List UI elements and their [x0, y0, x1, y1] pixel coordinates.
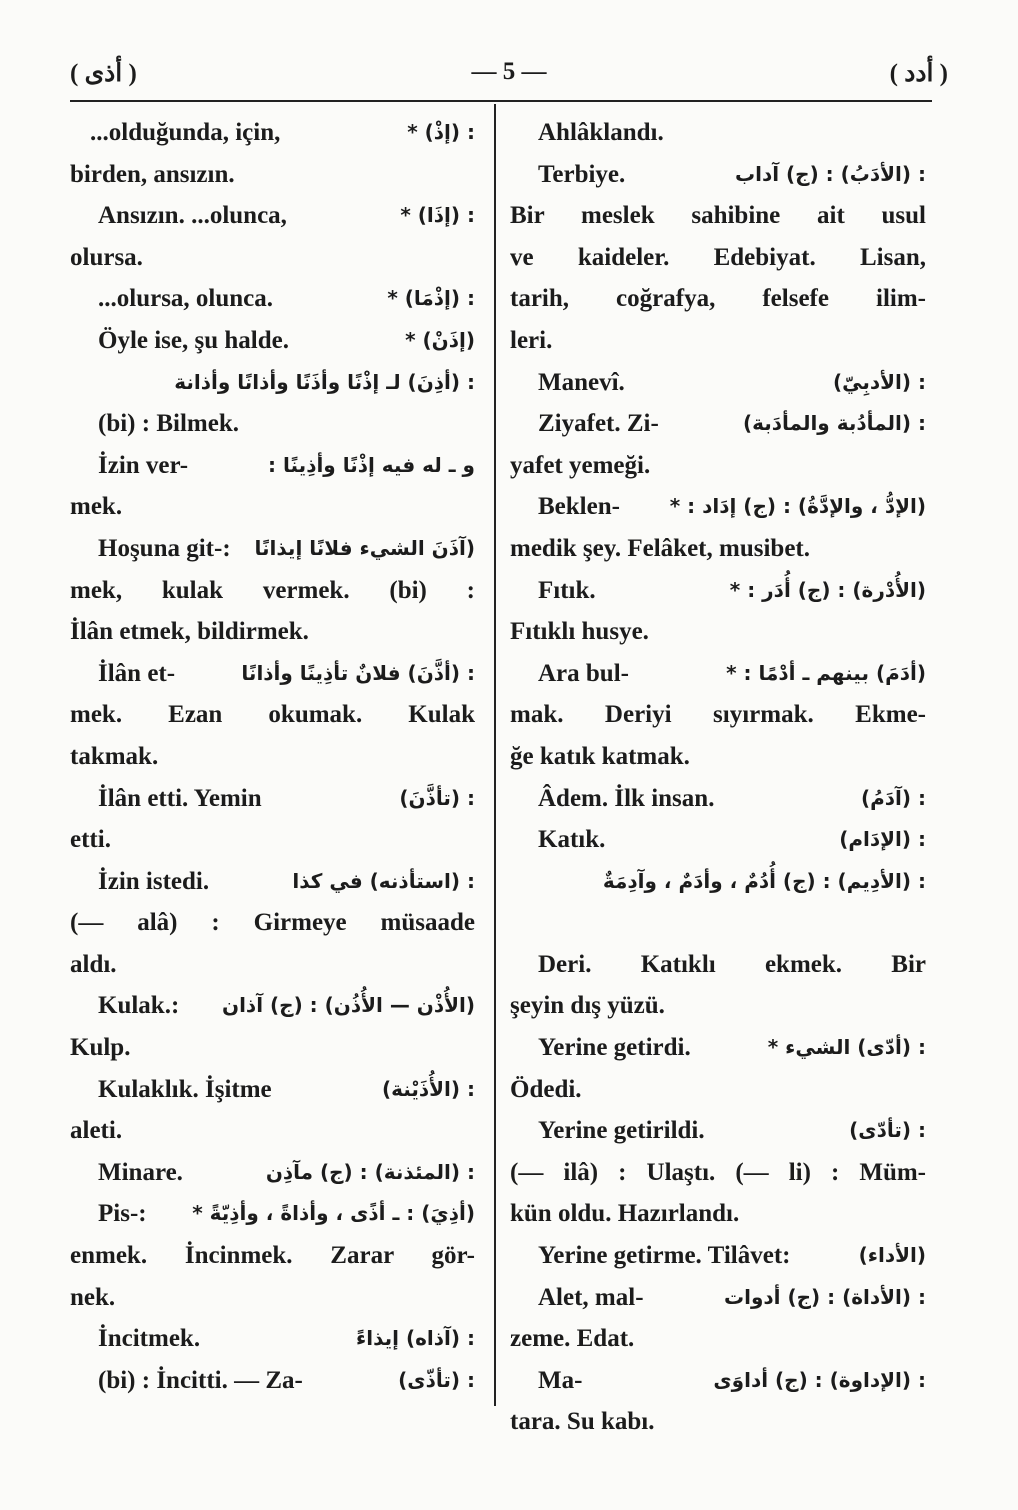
arabic-headword: : (تأذَّنَ) — [399, 785, 475, 810]
turkish-text: tarih, coğrafya, felsefe ilim- — [510, 285, 926, 313]
dictionary-line — [70, 278, 475, 320]
arabic-headword: : (آذاه) إيذاءً — [356, 1326, 475, 1351]
dictionary-line — [70, 486, 475, 528]
turkish-text: Kulp. — [70, 1034, 131, 1062]
arabic-headword: : (الأدبِيّ) — [833, 369, 926, 394]
header-left-keyword: ( أذى ) — [70, 60, 137, 87]
dictionary-line — [510, 985, 926, 1027]
turkish-text: Âdem. İlk insan. — [538, 784, 715, 812]
arabic-headword: : (تأذّى) — [398, 1367, 475, 1392]
dictionary-line — [70, 1152, 475, 1194]
dictionary-line — [510, 1318, 926, 1360]
dictionary-line — [510, 778, 926, 820]
turkish-text: Ahlâklandı. — [538, 119, 664, 146]
dictionary-line — [510, 1152, 926, 1194]
turkish-text: (— ilâ) : Ulaştı. (— li) : Müm- — [510, 1158, 926, 1186]
turkish-text: Ma- — [538, 1366, 583, 1394]
arabic-headword: : (الأداة) : (ج) أدوات — [723, 1284, 926, 1309]
turkish-text: Minare. — [98, 1158, 183, 1186]
dictionary-line — [510, 320, 926, 362]
right-column — [510, 112, 926, 1443]
arabic-headword: : (آدَمُ) — [860, 785, 926, 810]
turkish-text: Öyle ise, şu halde. — [98, 326, 289, 354]
turkish-text: Ödedi. — [510, 1075, 582, 1103]
turkish-text: ğe katık katmak. — [510, 742, 690, 770]
arabic-headword: و ـ له فيه إذْنًا وأذِينًا : — [268, 452, 475, 477]
arabic-headword: (أدَمَ) بينهم ـ أدْمًا : * — [726, 660, 926, 685]
arabic-headword: : (تأدّى) — [849, 1118, 926, 1143]
dictionary-line — [70, 445, 475, 487]
turkish-text: mek. — [70, 493, 123, 521]
header-right-keyword: ( أدد ) — [889, 60, 948, 87]
arabic-headword: : (الأدِيم) : (ج) أُدُمٌ ، وأدَمٌ ، وآدِمَةٌ — [602, 868, 926, 893]
dictionary-line — [510, 1027, 926, 1069]
dictionary-line — [70, 653, 475, 695]
dictionary-line — [510, 1277, 926, 1319]
dictionary-line — [70, 1318, 475, 1360]
dictionary-line — [510, 1110, 926, 1152]
turkish-text: İlân etmek, bildirmek. — [70, 618, 309, 646]
dictionary-line — [510, 944, 926, 986]
turkish-text: Kulaklık. İşitme — [98, 1075, 272, 1103]
turkish-text: İlân etti. Yemin — [98, 784, 262, 812]
turkish-text: tara. Su kabı. — [510, 1408, 655, 1436]
dictionary-line — [70, 112, 475, 154]
turkish-text: aldı. — [70, 950, 117, 978]
turkish-text: ve kaideler. Edebiyat. Lisan, — [510, 243, 926, 271]
arabic-headword: : (الأُذَيْنة) — [381, 1076, 475, 1101]
turkish-text: (bi) : Bilmek. — [98, 410, 239, 438]
dictionary-line — [70, 403, 475, 445]
dictionary-line — [510, 611, 926, 653]
arabic-headword: : (المئذنة) : (ج) مآذِن — [265, 1159, 475, 1184]
dictionary-line — [70, 528, 475, 570]
arabic-headword: (الأُذْن — الأُذُن) : (ج) آذان — [222, 993, 475, 1018]
column-divider — [494, 104, 496, 1406]
dictionary-line — [70, 611, 475, 653]
dictionary-line — [70, 861, 475, 903]
turkish-text: Beklen- — [538, 493, 620, 521]
turkish-text: İzin istedi. — [98, 867, 210, 895]
dictionary-line — [510, 154, 926, 196]
turkish-text: enmek. İncinmek. Zarar gör- — [70, 1242, 475, 1270]
dictionary-line — [70, 1027, 475, 1069]
turkish-text: mak. Deriyi sıyırmak. Ekme- — [510, 701, 926, 729]
dictionary-line — [70, 237, 475, 279]
dictionary-line — [70, 1360, 475, 1402]
left-column — [70, 112, 475, 1401]
page-number: — 5 — — [471, 58, 547, 85]
dictionary-line — [70, 819, 475, 861]
dictionary-line — [70, 944, 475, 986]
dictionary-line — [510, 1069, 926, 1111]
arabic-headword: (الأداء) — [858, 1243, 926, 1268]
turkish-text: Hoşuna git-: — [98, 534, 231, 562]
dictionary-line — [510, 1193, 926, 1235]
turkish-text: birden, ansızın. — [70, 160, 235, 188]
turkish-text: Ansızın. ...olunca, — [98, 202, 287, 230]
arabic-headword: : (إذْ) * — [407, 120, 475, 144]
turkish-text: Alet, mal- — [538, 1283, 644, 1311]
dictionary-line — [70, 694, 475, 736]
dictionary-line — [510, 362, 926, 404]
dictionary-line — [510, 570, 926, 612]
dictionary-line — [70, 1069, 475, 1111]
turkish-text: İncitmek. — [98, 1325, 201, 1353]
turkish-text: olursa. — [70, 243, 143, 271]
dictionary-line — [70, 195, 475, 237]
turkish-text: etti. — [70, 826, 111, 854]
arabic-headword: : (الإداوة) : (ج) أداوَى — [713, 1367, 926, 1392]
turkish-text: İlân et- — [98, 659, 176, 687]
arabic-headword: : (الإدَام) — [839, 827, 926, 852]
arabic-headword: : (إذْمَا) * — [387, 286, 475, 311]
dictionary-line — [510, 445, 926, 487]
dictionary-line — [70, 1110, 475, 1152]
turkish-text: yafet yemeği. — [510, 451, 651, 479]
arabic-headword: (آذَنَ الشيء فلانًا إيذانًا — [254, 535, 475, 560]
turkish-text: Yerine getirildi. — [538, 1117, 705, 1145]
page-header — [0, 58, 1018, 98]
header-rule — [70, 100, 932, 102]
arabic-headword: : (المأدُبة والمأدَبة) — [742, 411, 926, 436]
dictionary-line — [510, 112, 926, 154]
arabic-headword: : (إذَا) * — [400, 203, 475, 228]
turkish-text: Bir meslek sahibine ait usul — [510, 202, 926, 230]
turkish-text: Ziyafet. Zi- — [538, 410, 659, 438]
turkish-text: nek. — [70, 1283, 116, 1311]
turkish-text: (— alâ) : Girmeye müsaade — [70, 909, 475, 937]
dictionary-line — [510, 278, 926, 320]
turkish-text: aleti. — [70, 1117, 123, 1145]
arabic-headword: : (استأذنه) في كذا — [292, 868, 475, 893]
dictionary-line — [510, 653, 926, 695]
dictionary-line — [510, 237, 926, 279]
turkish-text: zeme. Edat. — [510, 1325, 635, 1353]
turkish-text: Fıtık. — [538, 576, 596, 604]
arabic-headword: (إذَنْ) * — [405, 327, 475, 352]
dictionary-line — [70, 320, 475, 362]
turkish-text: Kulak.: — [98, 992, 180, 1020]
turkish-text: kün oldu. Hazırlandı. — [510, 1200, 740, 1228]
arabic-headword: (الإدُّ ، والإدَّةُ) : (ج) إدَاد : * — [669, 494, 926, 519]
dictionary-line — [510, 861, 926, 903]
dictionary-line — [70, 362, 475, 404]
dictionary-line — [70, 985, 475, 1027]
dictionary-line — [70, 154, 475, 196]
turkish-text: Pis-: — [98, 1200, 147, 1228]
turkish-text: Deri. Katıklı ekmek. Bir — [538, 950, 926, 978]
turkish-text: Manevî. — [538, 368, 625, 396]
dictionary-line — [510, 819, 926, 861]
dictionary-line — [70, 1277, 475, 1319]
turkish-text: Yerine getirme. Tilâvet: — [538, 1242, 791, 1270]
turkish-text: İzin ver- — [98, 451, 189, 479]
arabic-headword: : (أذَّنَ) فلانٌ تأذِينًا وأذانًا — [241, 660, 475, 685]
turkish-text: Terbiye. — [538, 160, 626, 188]
turkish-text: (bi) : İncitti. — Za- — [98, 1366, 303, 1394]
turkish-text: Yerine getirdi. — [538, 1034, 691, 1062]
dictionary-line — [510, 694, 926, 736]
arabic-headword: : (أدّى) الشيء * — [767, 1035, 926, 1060]
arabic-headword: (الأُدْرة) : (ج) أُدَر : * — [729, 577, 926, 602]
turkish-text: Ara bul- — [538, 659, 629, 687]
dictionary-line — [70, 902, 475, 944]
arabic-headword: (أذِيَ) : ـ أذًى ، وأذاةً ، وأذِيّةً * — [192, 1201, 475, 1226]
dictionary-line — [510, 486, 926, 528]
turkish-text: ...olursa, olunca. — [98, 285, 274, 313]
dictionary-line — [510, 736, 926, 778]
arabic-headword: : (الأدَبُ) : (ج) آداب — [734, 161, 926, 186]
dictionary-line — [510, 528, 926, 570]
turkish-text: medik şey. Felâket, musibet. — [510, 534, 810, 562]
arabic-headword: : (أذِنَ) لـ إذْنًا وأذَنًا وأذانًا وأذانة — [174, 369, 475, 394]
dictionary-line — [70, 1193, 475, 1235]
turkish-text: Fıtıklı husye. — [510, 618, 649, 646]
dictionary-line — [70, 778, 475, 820]
dictionary-line — [510, 403, 926, 445]
turkish-text: leri. — [510, 326, 553, 354]
dictionary-line — [510, 1360, 926, 1402]
turkish-text: Katık. — [538, 826, 606, 854]
dictionary-line — [70, 1235, 475, 1277]
turkish-text: ...olduğunda, için, — [90, 119, 281, 146]
turkish-text: mek, kulak vermek. (bi) : — [70, 576, 475, 604]
dictionary-line — [510, 195, 926, 237]
turkish-text: şeyin dış yüzü. — [510, 992, 665, 1020]
dictionary-line — [70, 570, 475, 612]
dictionary-line — [510, 1235, 926, 1277]
dictionary-line — [510, 1401, 926, 1443]
dictionary-line — [510, 902, 926, 944]
dictionary-line — [70, 736, 475, 778]
turkish-text: mek. Ezan okumak. Kulak — [70, 701, 475, 729]
turkish-text: takmak. — [70, 742, 159, 770]
